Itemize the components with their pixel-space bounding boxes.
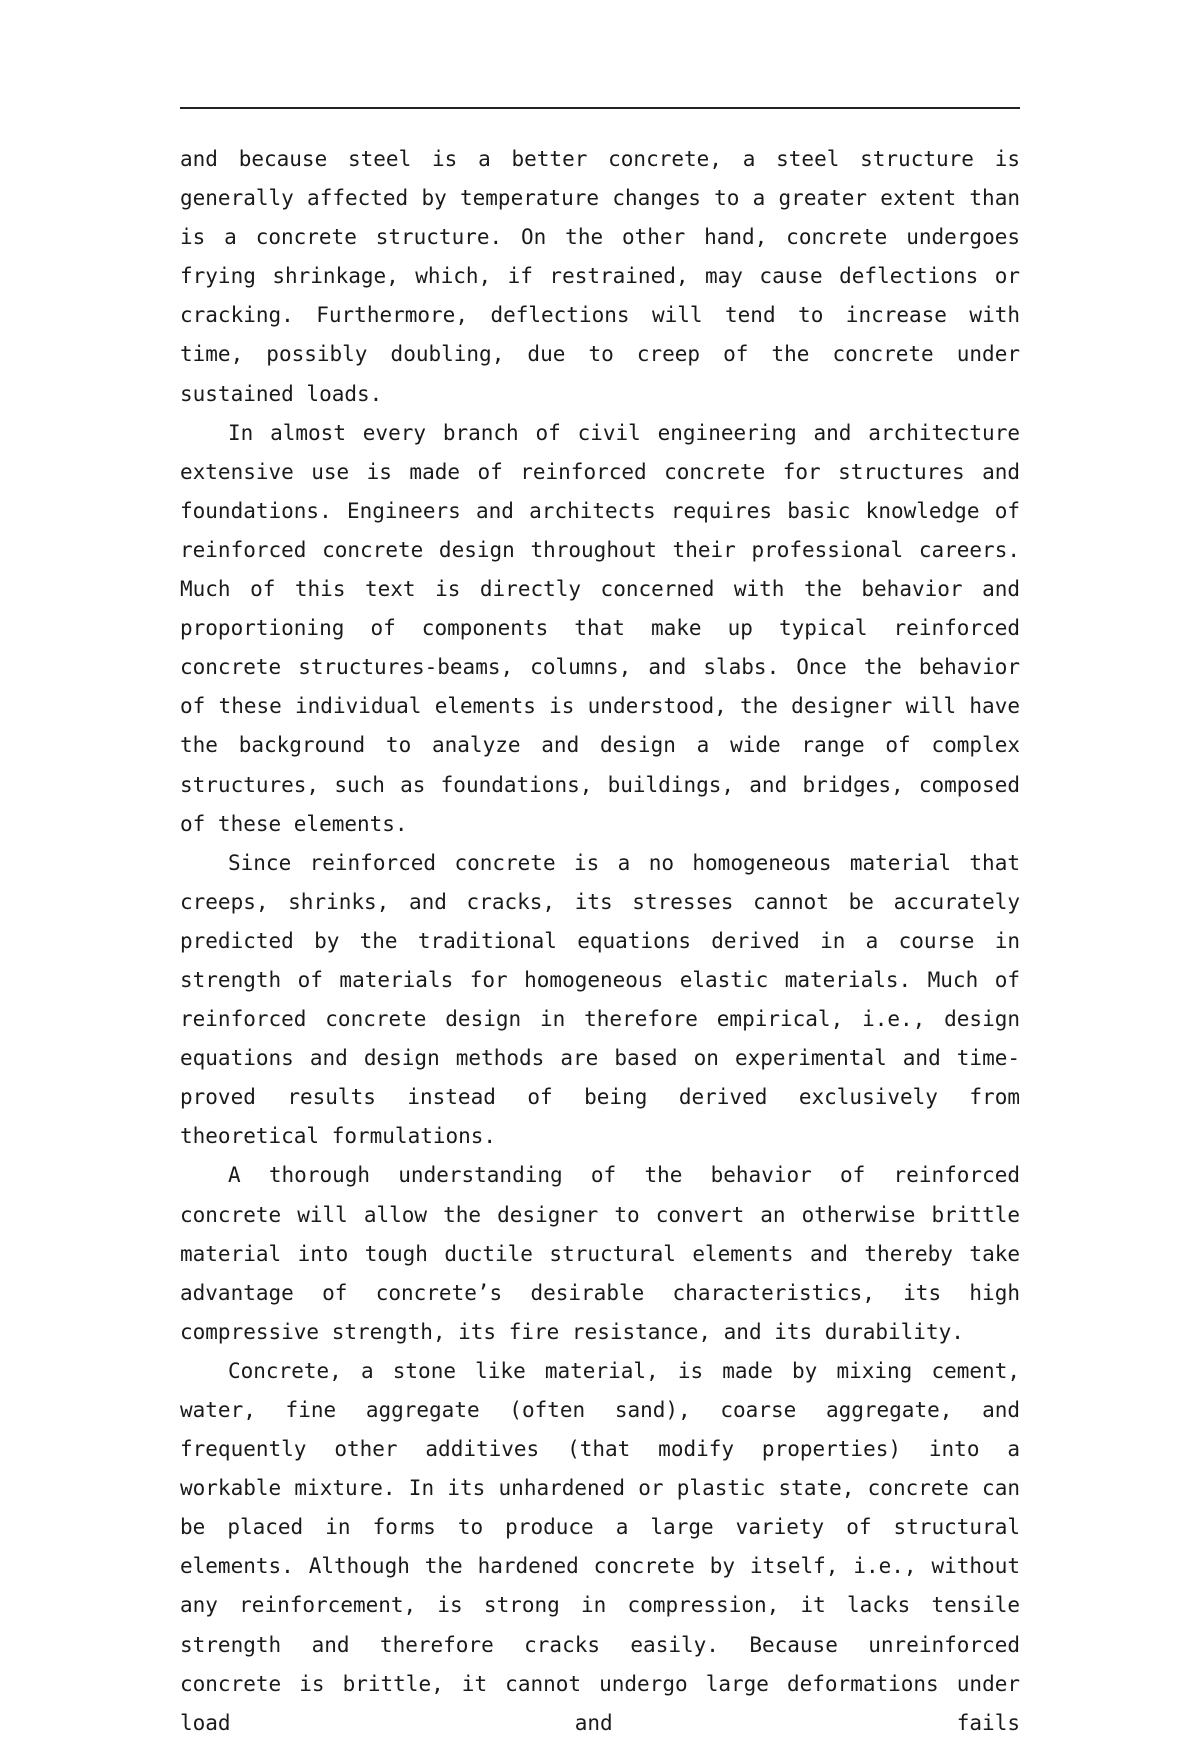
paragraph-5: Concrete, a stone like material, is made by mixing cement, water, fine aggregate (often sand), coarse aggregate, and frequently other additives (that modify properties) into a workable mixture. In its unhardened or plastic state, concrete can be placed in forms to produce a large variety of structural elements. Although the hardened concrete by itself, i.e., without any reinforcement, is strong in compression, it lacks tensile strength and therefore cracks easily. Because unreinforced concrete is brittle, it cannot undergo large deformations under load and fails — [180, 1358, 1020, 1735]
header-rule — [180, 107, 1020, 109]
paragraph-4: A thorough understanding of the behavior of reinforced concrete will allow the designer to convert an otherwise brittle material into tough ductile structural elements and thereby take advantage of concrete’s desirable characteristics, its high compressive strength, its fire resistance, and its durability. — [180, 1163, 1020, 1344]
paragraph-2: In almost every branch of civil engineering and architecture extensive use is made of reinforced concrete for structures and foundations. Engineers and architects requires basic knowledge of reinforced concrete design throughout their professional careers. Much of this text is directly concerned with the behavior and proportioning of components that make up typical reinforced concrete structures-beams, columns, and slabs. Once the behavior of these individual elements is understood, the designer will have the background to analyze and design a wide range of complex structures, such as foundations, buildings, and bridges, composed of these elements. — [180, 420, 1020, 836]
body-text — [180, 140, 1020, 1743]
paragraph-1: and because steel is a better concrete, a steel structure is generally affected by temperature changes to a greater extent than is a concrete structure. On the other hand, concrete undergoes frying shrinkage, which, if restrained, may cause deflections or cracking. Furthermore, deflections will tend to increase with time, possibly doubling, due to creep of the concrete under sustained loads. — [180, 147, 1020, 406]
paragraph-3: Since reinforced concrete is a no homogeneous material that creeps, shrinks, and cracks, its stresses cannot be accurately predicted by the traditional equations derived in a course in strength of materials for homogeneous elastic materials. Much of reinforced concrete design in therefore empirical, i.e., design equations and design methods are based on experimental and time-proved results instead of being derived exclusively from theoretical formulations. — [180, 850, 1020, 1149]
